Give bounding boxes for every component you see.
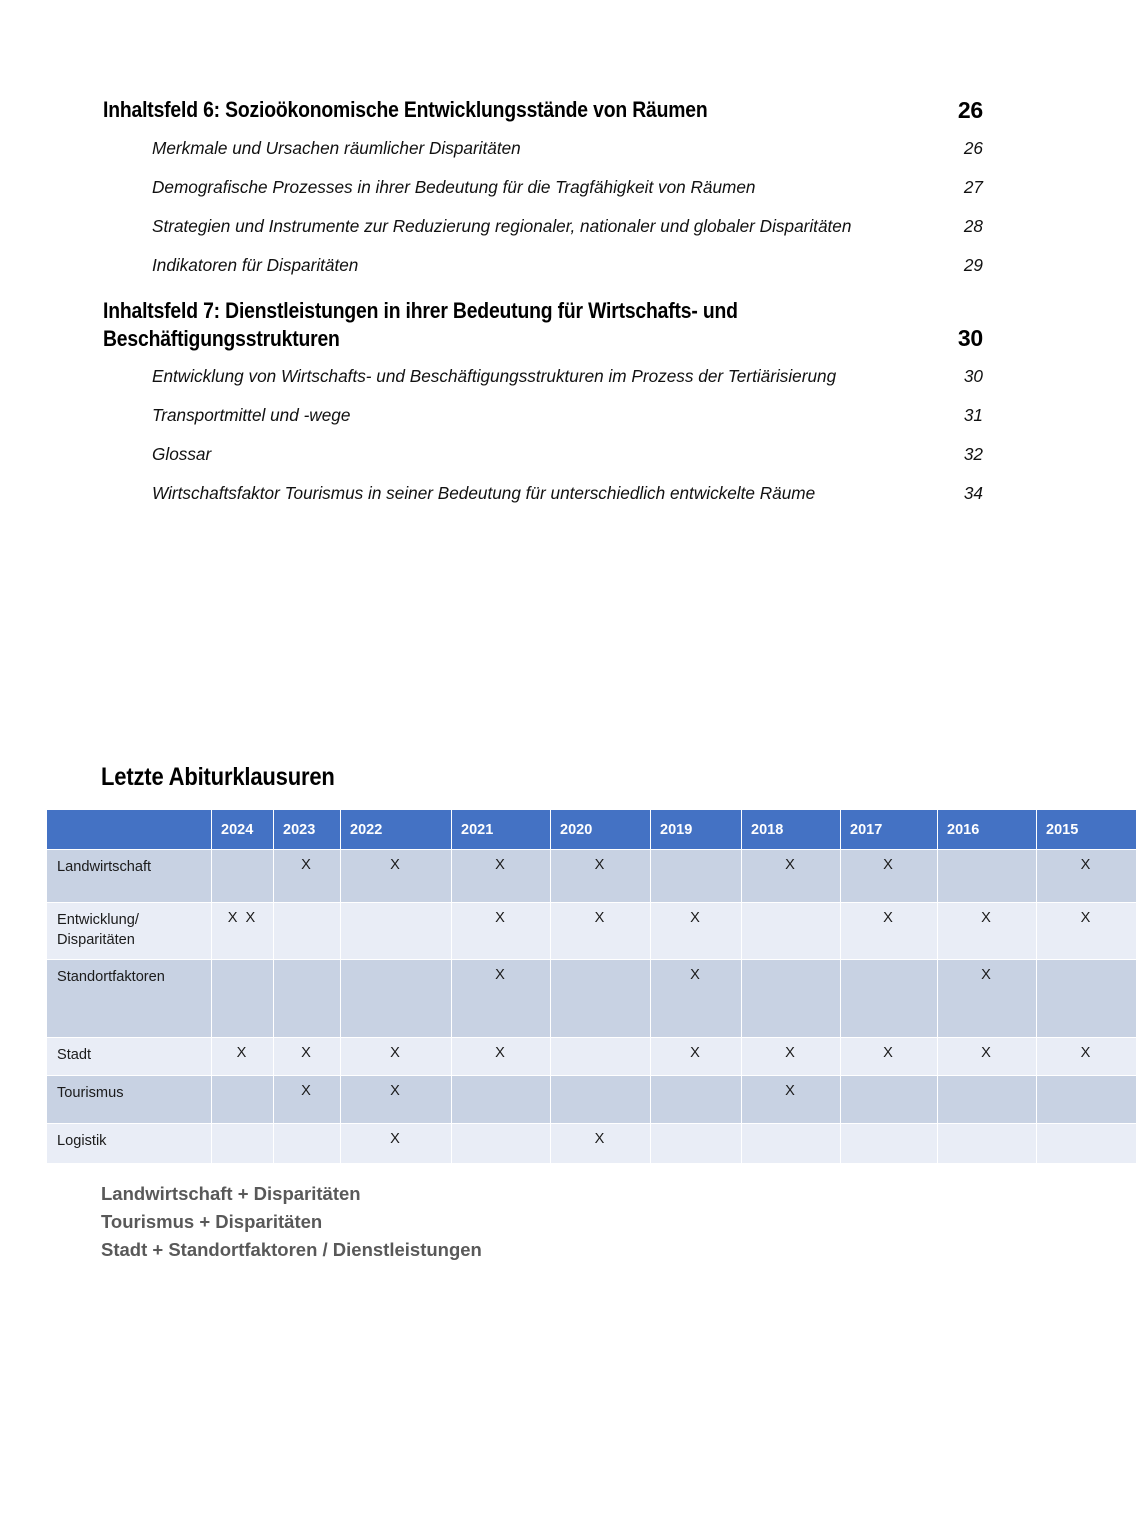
table-header-year: 2020 <box>551 810 651 850</box>
toc-entry[interactable] <box>152 441 983 469</box>
toc-section-title: Inhaltsfeld 6: Sozioökonomische Entwicklungsstände von Räumen <box>103 97 708 122</box>
table-cell-empty <box>551 960 651 1038</box>
table-cell-empty <box>841 1124 938 1164</box>
toc-entry-page-number: 30 <box>963 366 983 387</box>
table-cell-marked: X <box>551 1124 651 1164</box>
table-cell-marked: X <box>1037 1038 1137 1076</box>
table-cell-empty <box>551 1038 651 1076</box>
table-cell-marked: X <box>452 1038 551 1076</box>
table-cell-empty <box>651 850 742 903</box>
table-cell-empty <box>452 1076 551 1124</box>
toc-entry[interactable] <box>152 402 983 430</box>
toc-entry-title: Wirtschaftsfaktor Tourismus in seiner Bedeutung für unterschiedlich entwickelte Räume <box>152 482 816 503</box>
table-cell-marked: X <box>452 903 551 960</box>
klausuren-table-head <box>47 810 1137 850</box>
toc-entry[interactable] <box>152 480 983 508</box>
table-cell-marked: X <box>938 1038 1037 1076</box>
toc-section-title: Inhaltsfeld 7: Dienstleistungen in ihrer Bedeutung für Wirtschafts- und Beschäftigungsstrukturen <box>103 298 738 351</box>
toc-entry-page-number: 29 <box>963 254 983 275</box>
summary-notes <box>101 1180 482 1264</box>
table-cell-empty <box>274 960 341 1038</box>
table-header-year: 2015 <box>1037 810 1137 850</box>
table-cell-empty <box>651 1124 742 1164</box>
table-cell-empty <box>841 1076 938 1124</box>
klausuren-table-wrapper <box>46 809 1093 1164</box>
table-cell-marked: X <box>841 903 938 960</box>
toc-section[interactable] <box>103 96 983 124</box>
table-row-label: Landwirtschaft <box>47 850 212 903</box>
table-row-label: Tourismus <box>47 1076 212 1124</box>
table-cell-empty <box>274 1124 341 1164</box>
table-cell-empty <box>742 960 841 1038</box>
table-row <box>47 1076 1137 1124</box>
toc-entry-page-number: 28 <box>963 215 983 236</box>
klausuren-table-body <box>47 850 1137 1164</box>
summary-note-line: Tourismus + Disparitäten <box>101 1211 323 1233</box>
table-cell-marked: X <box>1037 903 1137 960</box>
table-cell-marked: X <box>341 1038 452 1076</box>
table-cell-marked: X <box>1037 850 1137 903</box>
toc-entry[interactable] <box>152 213 983 241</box>
toc-entry-page-number: 31 <box>963 405 983 426</box>
toc-entry-title: Strategien und Instrumente zur Reduzierung regionaler, nationaler und globaler Disparitäten <box>152 215 852 236</box>
table-cell-marked: X <box>938 903 1037 960</box>
table-header-year: 2016 <box>938 810 1037 850</box>
table-header-year: 2018 <box>742 810 841 850</box>
toc-entry-title: Demografische Prozesses in ihrer Bedeutung für die Tragfähigkeit von Räumen <box>152 176 756 197</box>
toc-entry-title: Transportmittel und -wege <box>152 405 351 426</box>
table-header-year: 2024 <box>212 810 274 850</box>
klausuren-heading: Letzte Abiturklausuren <box>101 763 335 791</box>
table-cell-empty <box>274 903 341 960</box>
table-row <box>47 903 1137 960</box>
table-cell-marked: X <box>742 1038 841 1076</box>
table-row-label: Stadt <box>47 1038 212 1076</box>
table-cell-empty <box>341 960 452 1038</box>
toc-entry-title: Glossar <box>152 444 212 465</box>
table-cell-marked: X <box>651 960 742 1038</box>
table-header-year: 2019 <box>651 810 742 850</box>
toc-entry-page-number: 27 <box>963 176 983 197</box>
toc-section[interactable] <box>103 297 983 352</box>
table-header-year: 2021 <box>452 810 551 850</box>
toc-entry-title: Entwicklung von Wirtschafts- und Beschäftigungsstrukturen im Prozess der Tertiärisierung <box>152 366 837 387</box>
table-cell-empty <box>1037 1124 1137 1164</box>
toc-entry[interactable] <box>152 174 983 202</box>
table-cell-empty <box>212 960 274 1038</box>
table-cell-marked: X <box>841 850 938 903</box>
table-cell-marked: X <box>742 1076 841 1124</box>
table-header-year: 2022 <box>341 810 452 850</box>
table-row <box>47 960 1137 1038</box>
toc-entry-page-number: 26 <box>963 138 983 159</box>
table-cell-marked: X <box>341 1076 452 1124</box>
table-cell-marked: X <box>452 850 551 903</box>
summary-note-line: Stadt + Standortfaktoren / Dienstleistungen <box>101 1239 482 1261</box>
table-cell-marked: X <box>274 1076 341 1124</box>
table-cell-empty <box>551 1076 651 1124</box>
toc-entry-title: Merkmale und Ursachen räumlicher Disparitäten <box>152 138 521 159</box>
table-cell-marked: X <box>341 850 452 903</box>
table-cell-empty <box>212 1076 274 1124</box>
table-cell-marked: X <box>212 1038 274 1076</box>
table-cell-marked: X X <box>212 903 274 960</box>
table-cell-empty <box>452 1124 551 1164</box>
table-cell-marked: X <box>274 1038 341 1076</box>
toc-entry-page-number: 34 <box>963 482 983 503</box>
table-cell-empty <box>651 1076 742 1124</box>
toc-section-page-number: 26 <box>957 97 983 123</box>
table-header-corner <box>47 810 212 850</box>
table-cell-marked: X <box>841 1038 938 1076</box>
table-row <box>47 1124 1137 1164</box>
table-cell-empty <box>1037 960 1137 1038</box>
table-cell-marked: X <box>341 1124 452 1164</box>
toc-entry[interactable] <box>152 252 983 280</box>
table-of-contents <box>103 96 983 508</box>
table-cell-empty <box>938 850 1037 903</box>
table-header-year: 2017 <box>841 810 938 850</box>
table-cell-empty <box>938 1124 1037 1164</box>
summary-note-line: Landwirtschaft + Disparitäten <box>101 1183 361 1204</box>
table-cell-empty <box>1037 1076 1137 1124</box>
table-header-row <box>47 810 1137 850</box>
table-cell-empty <box>341 903 452 960</box>
table-cell-empty <box>212 1124 274 1164</box>
table-cell-marked: X <box>274 850 341 903</box>
table-cell-empty <box>938 1076 1037 1124</box>
table-cell-marked: X <box>742 850 841 903</box>
table-cell-empty <box>212 850 274 903</box>
table-cell-empty <box>742 903 841 960</box>
table-cell-marked: X <box>938 960 1037 1038</box>
table-row <box>47 1038 1137 1076</box>
table-cell-marked: X <box>551 850 651 903</box>
table-cell-empty <box>742 1124 841 1164</box>
table-row-label: Entwicklung/ Disparitäten <box>47 903 212 960</box>
toc-section-page-number: 30 <box>957 325 983 352</box>
table-header-year: 2023 <box>274 810 341 850</box>
klausuren-table <box>46 809 1137 1164</box>
toc-entry-page-number: 32 <box>963 444 983 465</box>
toc-entry[interactable] <box>152 135 983 163</box>
table-row-label: Logistik <box>47 1124 212 1164</box>
table-cell-marked: X <box>452 960 551 1038</box>
table-cell-marked: X <box>651 903 742 960</box>
table-cell-marked: X <box>651 1038 742 1076</box>
table-cell-marked: X <box>551 903 651 960</box>
table-row-label: Standortfaktoren <box>47 960 212 1038</box>
toc-entry-title: Indikatoren für Disparitäten <box>152 254 359 275</box>
table-row <box>47 850 1137 903</box>
toc-entry[interactable] <box>152 363 983 391</box>
table-cell-empty <box>841 960 938 1038</box>
